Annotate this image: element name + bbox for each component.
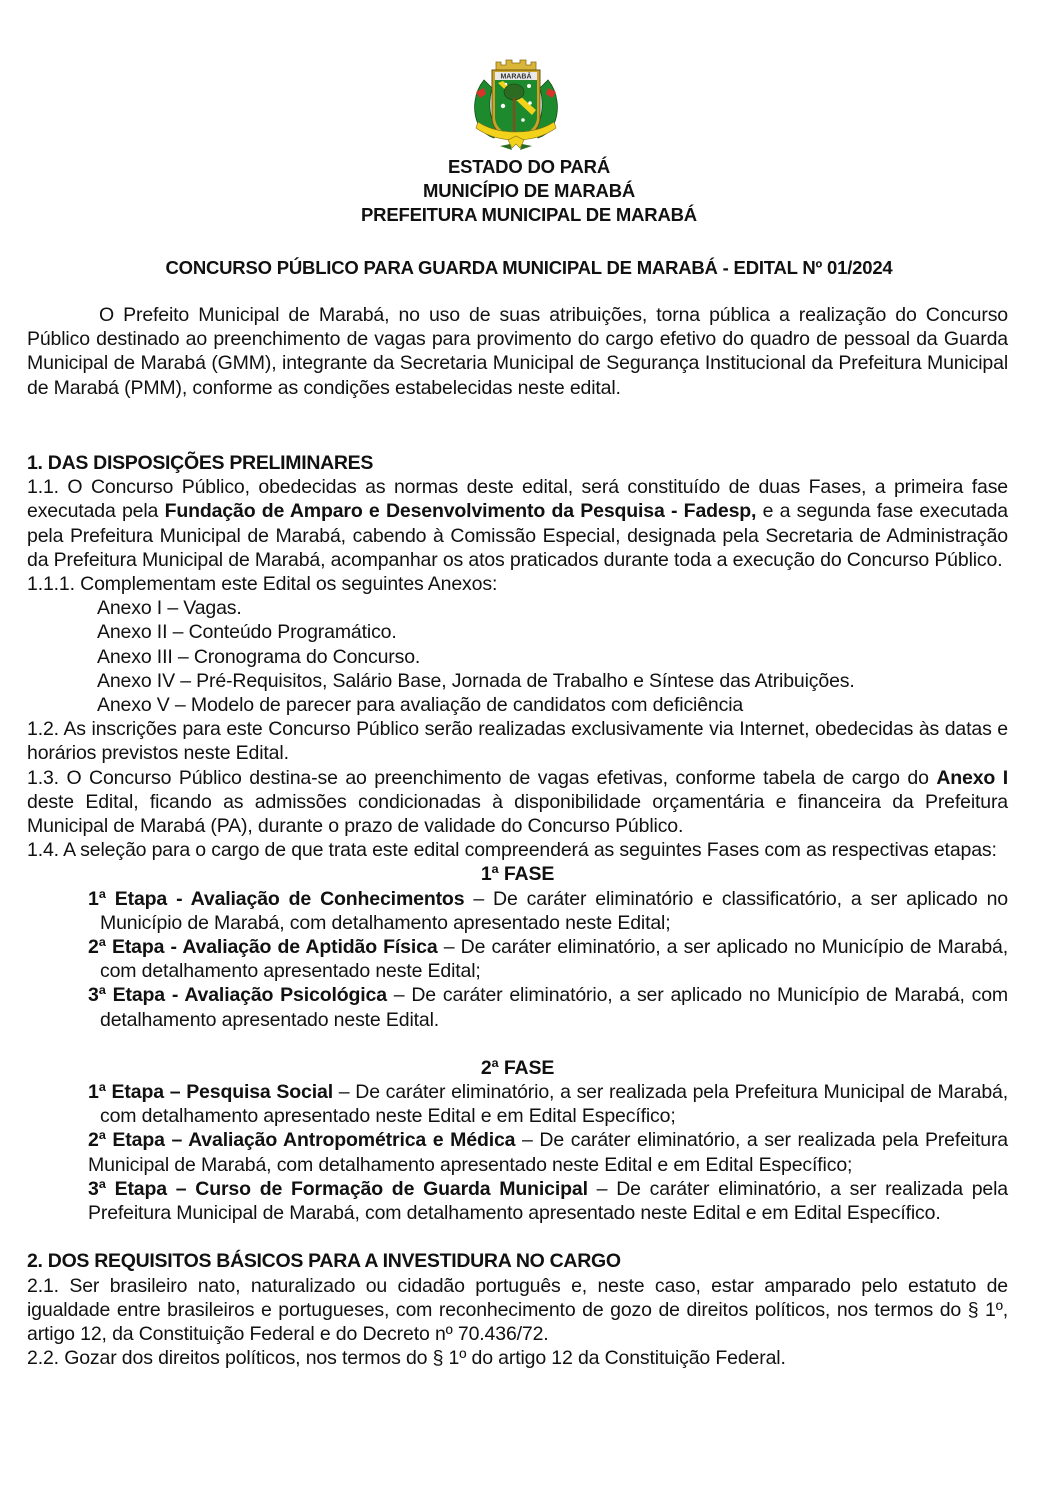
paragraph-1-3-text-b: deste Edital, ficando as admissões condicionadas à disponibilidade orçamentária e financeira da Prefeitura Municipal de Marabá (PA), durante o prazo de validade do Concurso Público.: [27, 790, 1008, 838]
intro-paragraph: O Prefeito Municipal de Marabá, no uso de suas atribuições, torna pública a realização do Concurso Público destinado ao preenchimento de vagas para provimento do cargo efetivo do quadro de pessoal da Guarda Municipal de Marabá (GMM), integrante da Secretaria Municipal de Segurança Institucional da Prefeitura Municipal de Marabá (PMM), conforme as condições estabelecidas neste edital.: [27, 304, 1008, 399]
fase-2-etapa-3: [27, 1177, 1008, 1225]
anexo-item: Anexo IV – Pré-Requisitos, Salário Base, Jornada de Trabalho e Síntese das Atribuições.: [97, 669, 855, 692]
fase-1-etapa-3: [27, 983, 1008, 1031]
emblem-label: MARABÁ: [500, 73, 532, 81]
etapa-text: – De caráter eliminatório, a ser aplicado no Município de Marabá, com detalhamento apresentado neste Edital.: [100, 984, 1009, 1031]
etapa-text: – De caráter eliminatório, a ser aplicado no Município de Marabá, com detalhamento apresentado neste Edital;: [100, 936, 1008, 983]
paragraph-1-3-bold: Anexo I: [936, 766, 1008, 789]
paragraph-2-1: 2.1. Ser brasileiro nato, naturalizado ou cidadão português e, neste caso, estar amparado pelo estatuto de igualdade entre brasileiros e portugueses, com reconhecimento de gozo de direitos políticos, nos termos do § 1º, artigo 12, da Constituição Federal e do Decreto nº 70.436/72.: [27, 1274, 1008, 1345]
anexo-item: Anexo I – Vagas.: [97, 597, 242, 620]
etapa-lead: 1ª Etapa – Pesquisa Social: [88, 1081, 333, 1104]
etapa-text: – De caráter eliminatório, a ser realizada pela Prefeitura Municipal de Marabá, com detalhamento apresentado neste Edital e em Edital Específico.: [88, 1177, 1008, 1225]
anexo-item: Anexo II – Conteúdo Programático.: [97, 621, 397, 644]
etapa-lead: 2ª Etapa – Avaliação Antropométrica e Médica: [88, 1129, 516, 1152]
etapa-lead: 3ª Etapa - Avaliação Psicológica: [88, 984, 387, 1007]
header-state: ESTADO DO PARÁ: [448, 156, 610, 177]
paragraph-1-1-text-a: 1.1. O Concurso Público, obedecidas as normas deste edital, será constituído de duas Fases, a primeira fase executada pela: [27, 476, 1008, 523]
fase-1-etapa-2: [27, 935, 1008, 983]
fase-1-title: 1ª FASE: [480, 863, 555, 886]
etapa-lead: 3ª Etapa – Curso de Formação de Guarda Municipal: [88, 1177, 588, 1200]
spacer: [27, 1032, 1008, 1056]
paragraph-1-1-1: 1.1.1. Complementam este Edital os seguintes Anexos:: [27, 573, 498, 596]
anexo-item: Anexo III – Cronograma do Concurso.: [97, 645, 421, 668]
section-1: [27, 451, 1008, 1370]
fase-2-etapa-1: [27, 1080, 1008, 1128]
section-1-title: 1. DAS DISPOSIÇÕES PRELIMINARES: [27, 452, 374, 474]
etapa-text: – De caráter eliminatório, a ser realizada pela Prefeitura Municipal de Marabá, com detalhamento apresentado neste Edital e em Edital Específico;: [100, 1081, 1008, 1128]
tree-trunk: [513, 98, 515, 132]
paragraph-1-1-text-b: e a segunda fase executada pela Prefeitura Municipal de Marabá, cabendo à Comissão Especial, designada pela Secretaria de Administração da Prefeitura Municipal de Marabá, acompanhar os atos praticados durante toda a execução do Concurso Público.: [27, 500, 1008, 571]
anexo-item: Anexo V – Modelo de parecer para avaliação de candidatos com deficiência: [97, 694, 744, 717]
document-title: CONCURSO PÚBLICO PARA GUARDA MUNICIPAL DE MARABÁ - EDITAL Nº 01/2024: [165, 257, 893, 278]
ribbon-tails: [500, 144, 532, 150]
intro-block: [27, 303, 1008, 400]
paragraph-1-3: [27, 766, 1008, 839]
etapa-text: – De caráter eliminatório e classificatório, a ser aplicado no Município de Marabá, com detalhamento apresentado neste Edital;: [100, 887, 1008, 934]
spacer: [27, 1225, 1008, 1249]
etapa-lead: 2ª Etapa - Avaliação de Aptidão Física: [88, 936, 438, 959]
tree-crown: [504, 84, 524, 100]
coat-of-arms-emblem: [470, 58, 562, 152]
paragraph-1-3-text-a: 1.3. O Concurso Público destina-se ao preenchimento de vagas efetivas, conforme tabela de cargo do: [27, 766, 937, 789]
section-2-title: 2. DOS REQUISITOS BÁSICOS PARA A INVESTIDURA NO CARGO: [27, 1250, 621, 1273]
fase-1-etapa-1: [27, 887, 1008, 935]
paragraph-1-1-bold: Fundação de Amparo e Desenvolvimento da Pesquisa - Fadesp,: [164, 500, 757, 523]
fase-2-title: 2ª FASE: [480, 1056, 555, 1079]
paragraph-1-1: [27, 475, 1008, 572]
mural-crown: [496, 60, 536, 70]
etapa-lead: 1ª Etapa - Avaliação de Conhecimentos: [88, 887, 465, 910]
paragraph-1-2: 1.2. As inscrições para este Concurso Público serão realizadas exclusivamente via Internet, obedecidas às datas e horários previstos neste Edital.: [27, 718, 1008, 765]
fase-2-etapa-2: [27, 1128, 1008, 1176]
etapa-text: – De caráter eliminatório, a ser realizada pela Prefeitura Municipal de Marabá, com detalhamento apresentado neste Edital e em Edital Específico;: [88, 1129, 1008, 1176]
paragraph-2-2: 2.2. Gozar dos direitos políticos, nos termos do § 1º do artigo 12 da Constituição Federal.: [27, 1347, 786, 1370]
paragraph-1-4: 1.4. A seleção para o cargo de que trata este edital compreenderá as seguintes Fases com as respectivas etapas:: [27, 839, 997, 862]
header-municipality: MUNICÍPIO DE MARABÁ: [422, 180, 636, 201]
header-prefecture: PREFEITURA MUNICIPAL DE MARABÁ: [361, 204, 697, 225]
